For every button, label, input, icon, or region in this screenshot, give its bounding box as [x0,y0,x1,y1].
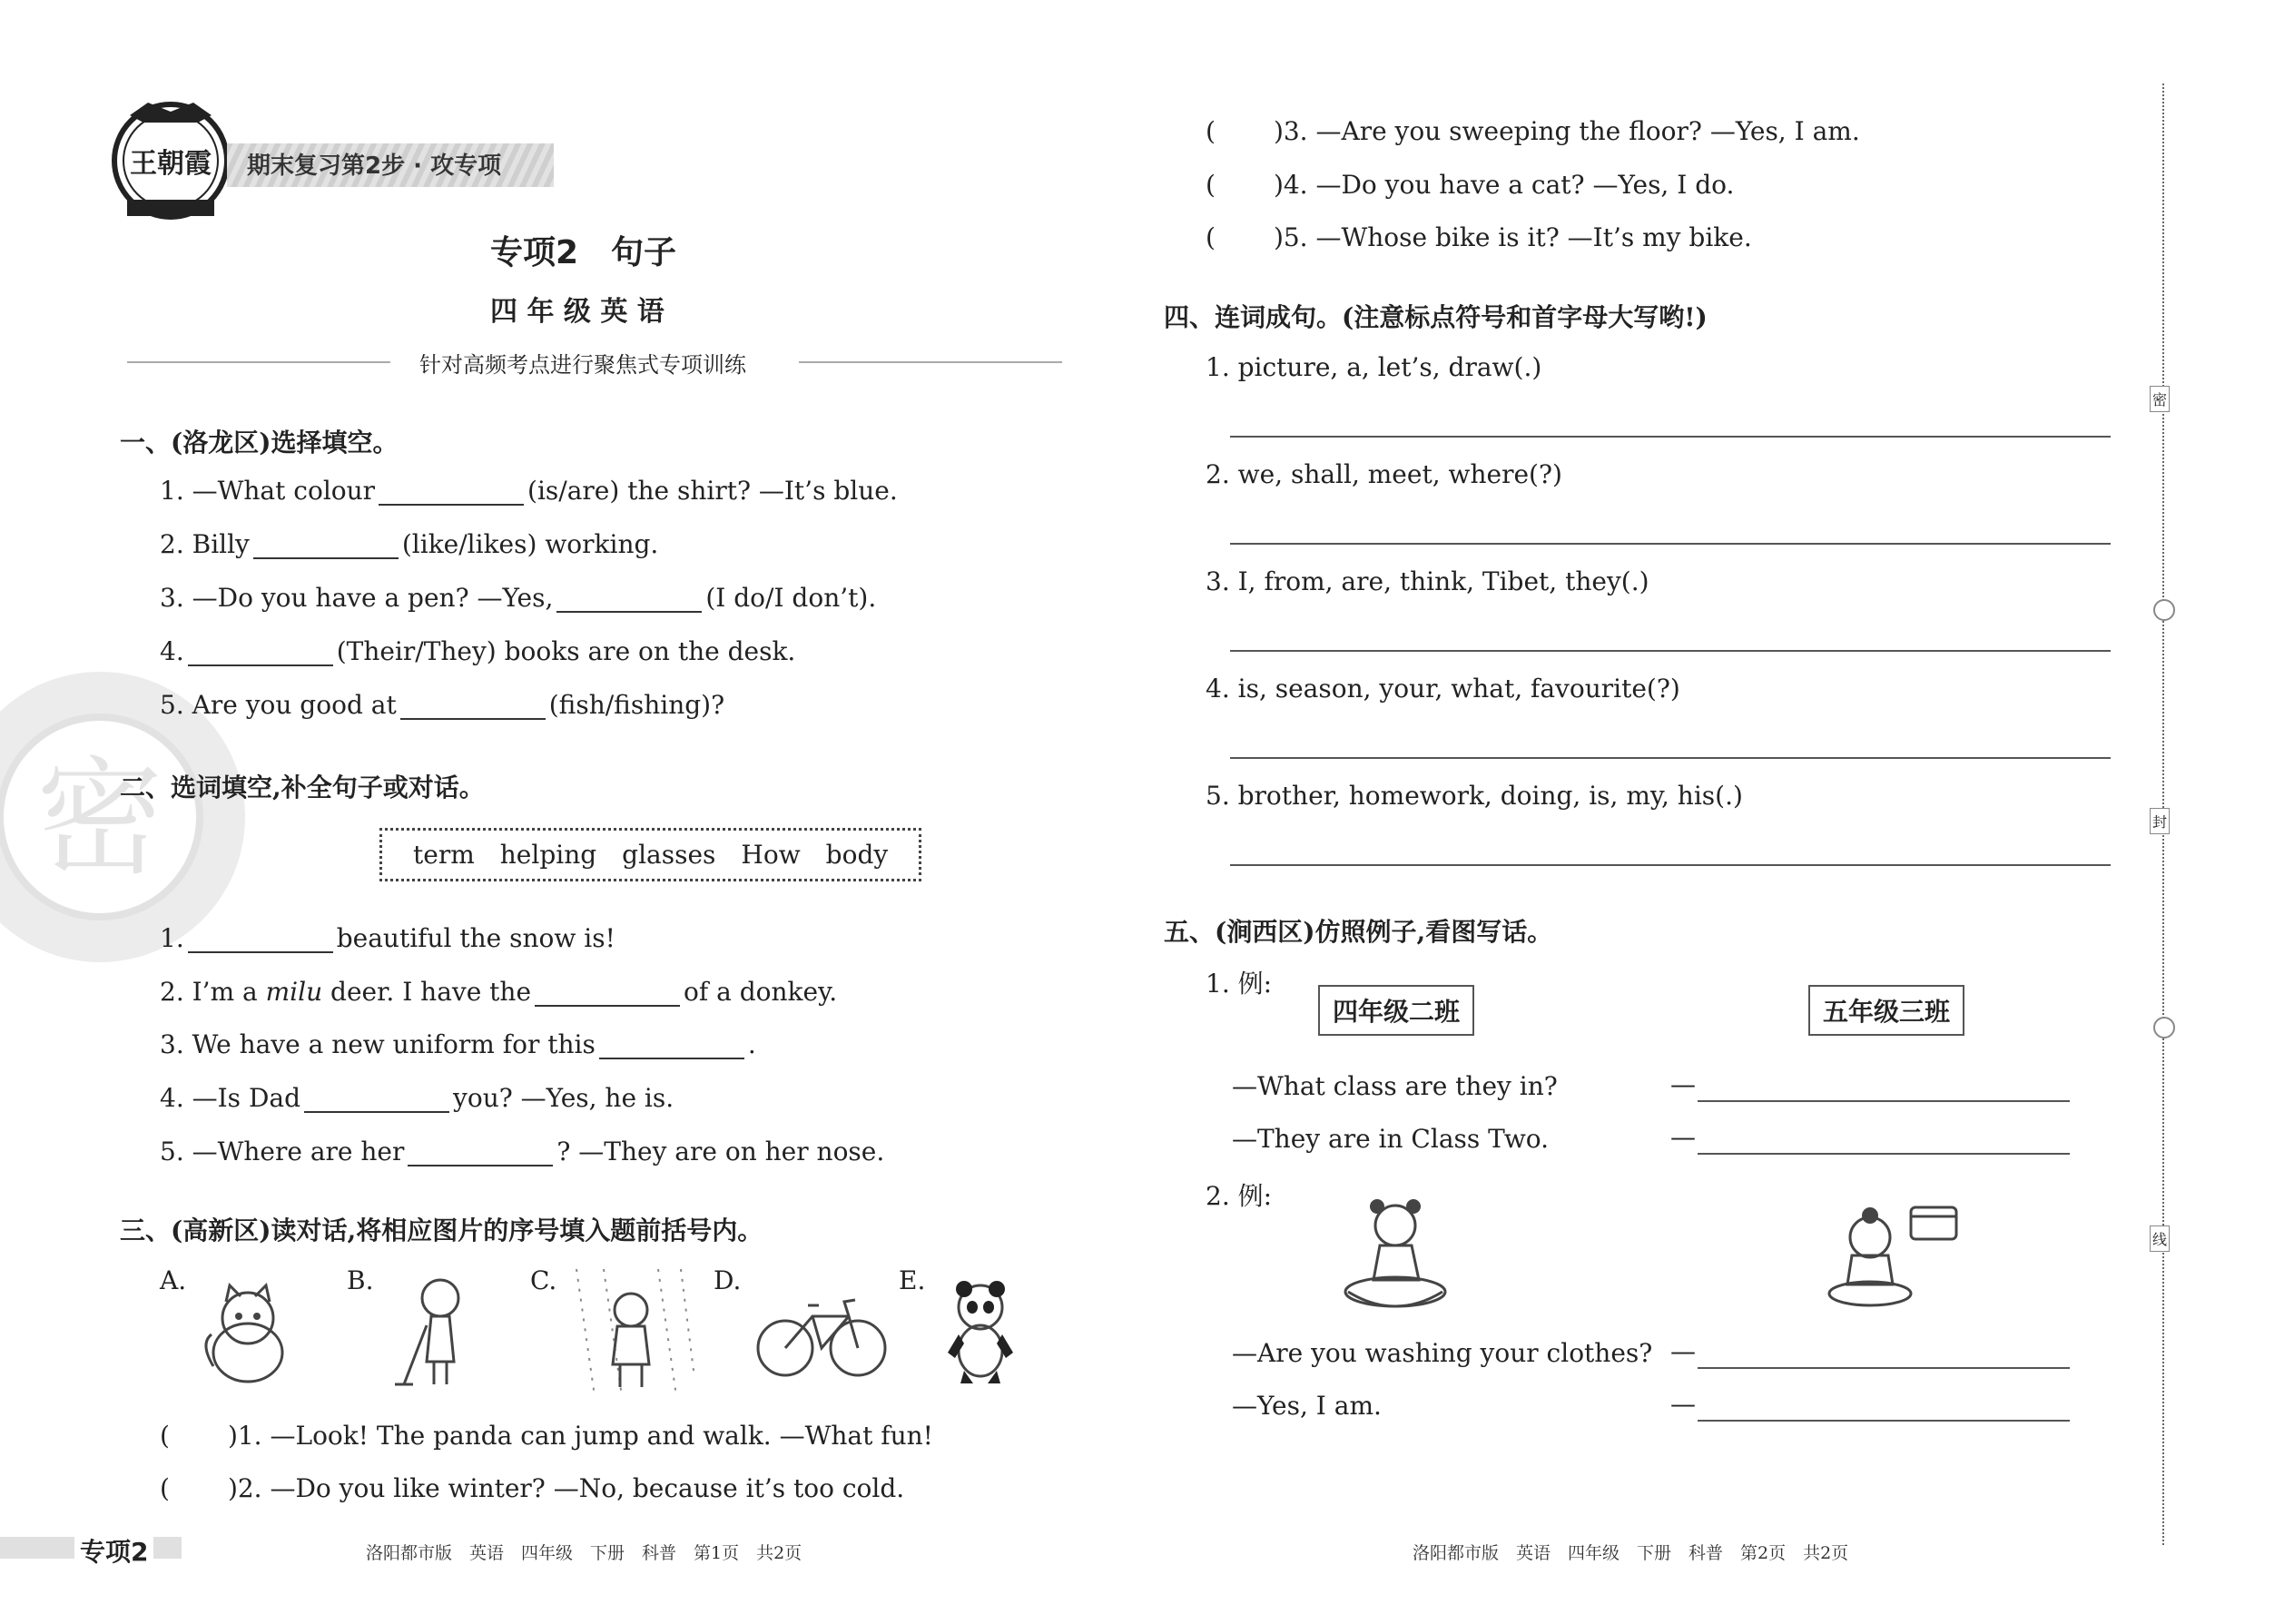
footer-tag: 专项2 [74,1532,153,1569]
dash: — [1670,1069,1696,1099]
s3-q2: ( )2. —Do you like winter? —No, because it’s too cold. [160,1473,905,1503]
pic-label-a: A. [160,1265,187,1295]
seal-char: 密 [2150,386,2170,412]
section-3-title: 三、(高新区)读对话,将相应图片的序号填入题前括号内。 [120,1216,763,1245]
s2-q1: 1. beautiful the snow is! [160,923,615,953]
divider-left [127,361,390,363]
banner-text: 期末复习第2步 · 攻专项 [247,153,502,180]
s2-q5: 5. —Where are her ? —They are on her nose. [160,1137,885,1166]
answer-blank[interactable] [400,693,546,720]
girl-washing-face-picture [1825,1203,1965,1316]
s5-line-3: —Are you washing your clothes? [1232,1338,1653,1368]
s2-q3: 3. We have a new uniform for this . [160,1029,756,1059]
answer-blank[interactable] [188,926,333,953]
s5-line-1: —What class are they in? [1232,1071,1558,1101]
s3-q3: ( )3. —Are you sweeping the floor? —Yes, I am. [1206,116,1860,146]
page-subtitle: 四 年 级 英 语 [490,296,665,328]
s1-q1: 1. —What colour (is/are) the shirt? —It’s blue. [160,476,898,506]
answer-blank[interactable] [304,1086,449,1113]
page-title: 专项2 句子 [490,234,677,271]
binding-hole-icon [2153,599,2175,621]
binding-hole-icon [2153,1017,2175,1038]
divider-right [799,361,1062,363]
bicycle-picture [753,1289,890,1380]
pic-label-d: D. [714,1265,742,1295]
answer-line[interactable] [1698,1420,2070,1422]
footer-left: 洛阳都市版 英语 四年级 下册 科普 第1页 共2页 [366,1543,802,1563]
seal-char: 封 [2150,808,2170,834]
s1-q2: 2. Billy (like/likes) working. [160,529,659,559]
answer-blank[interactable] [188,639,333,666]
girl-washing-clothes-picture [1339,1194,1457,1316]
answer-blank[interactable] [408,1139,553,1166]
word: helping [499,840,597,870]
cat-picture [195,1280,295,1389]
word: term [413,840,475,870]
section-2-title: 二、选词填空,补全句子或对话。 [120,773,485,802]
answer-blank[interactable] [535,979,680,1007]
answer-line[interactable] [1698,1367,2070,1369]
s1-q5: 5. Are you good at (fish/fishing)? [160,690,725,720]
s3-q5: ( )5. —Whose bike is it? —It’s my bike. [1206,222,1752,252]
pic-label-c: C. [530,1265,557,1295]
answer-line[interactable] [1230,543,2111,545]
girl-sweeping-picture [390,1271,481,1393]
s1-q3: 3. —Do you have a pen? —Yes, (I do/I don’t). [160,583,877,613]
answer-line[interactable] [1698,1153,2070,1155]
s5-example-1: 1. 例: [1206,969,1273,999]
answer-blank[interactable] [379,478,524,506]
boy-in-snow-picture [567,1269,694,1396]
panda-picture [944,1280,1017,1384]
class-box-1: 四年级二班 [1318,985,1474,1036]
class-box-2: 五年级三班 [1808,985,1964,1036]
s4-item: 4. is, season, your, what, favourite(?) [1206,674,1680,704]
brand-logo [107,95,234,222]
answer-line[interactable] [1230,757,2111,759]
answer-blank[interactable] [556,586,702,613]
s5-example-2: 2. 例: [1206,1181,1273,1211]
answer-line[interactable] [1230,436,2111,438]
word-bank [379,828,921,881]
dash: — [1670,1336,1696,1366]
section-1-title: 一、(洛龙区)选择填空。 [120,428,399,458]
section-5-title: 五、(涧西区)仿照例子,看图写话。 [1164,917,1553,947]
watermark-char: 密 [35,745,164,893]
word: body [825,840,889,870]
s2-q2: 2. I’m a milu deer. I have the of a donkey. [160,977,838,1007]
pic-label-b: B. [347,1265,374,1295]
answer-line[interactable] [1230,650,2111,652]
section-4-title: 四、连词成句。(注意标点符号和首字母大写哟!) [1164,302,1708,332]
s4-item: 1. picture, a, let’s, draw(.) [1206,352,1542,382]
s5-line-4: —Yes, I am. [1232,1391,1382,1421]
word: glasses [622,840,716,870]
dash: — [1670,1389,1696,1419]
s5-line-2: —They are in Class Two. [1232,1124,1550,1154]
s4-item: 2. we, shall, meet, where(?) [1206,459,1562,489]
dash: — [1670,1122,1696,1152]
footer-right: 洛阳都市版 英语 四年级 下册 科普 第2页 共2页 [1413,1543,1849,1563]
seal-char: 线 [2150,1225,2170,1252]
answer-line[interactable] [1698,1100,2070,1102]
pic-label-e: E. [899,1265,926,1295]
logo-text: 王朝霞 [130,148,212,180]
answer-blank[interactable] [253,532,399,559]
s1-q4: 4. (Their/They) books are on the desk. [160,636,796,666]
s2-q4: 4. —Is Dad you? —Yes, he is. [160,1083,674,1113]
answer-line[interactable] [1230,864,2111,866]
answer-blank[interactable] [599,1032,744,1059]
s4-item: 5. brother, homework, doing, is, my, his(.) [1206,781,1743,811]
s3-q4: ( )4. —Do you have a cat? —Yes, I do. [1206,170,1735,200]
s4-item: 3. I, from, are, think, Tibet, they(.) [1206,566,1649,596]
tagline: 针对高频考点进行聚焦式专项训练 [419,352,746,378]
word: How [741,840,801,870]
s3-q1: ( )1. —Look! The panda can jump and walk. —What fun! [160,1421,933,1451]
